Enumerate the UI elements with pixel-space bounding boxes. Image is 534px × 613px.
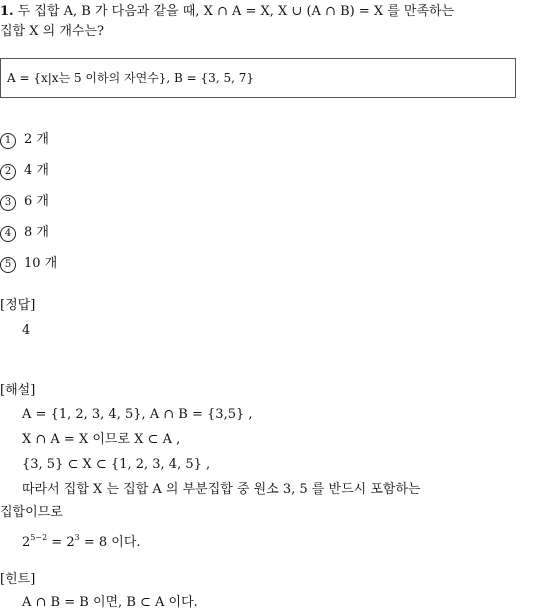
question-number: 1. (0, 4, 14, 19)
option-label-2: 4 개 (24, 163, 49, 178)
hint-heading: [힌트] (0, 572, 36, 587)
option-2[interactable] (0, 161, 49, 181)
option-5[interactable] (0, 254, 57, 274)
explanation-line-6 (22, 528, 141, 553)
answer-value: 4 (22, 323, 31, 338)
explanation-line-2: X ∩ A = X 이므로 X ⊂ A , (22, 432, 181, 447)
option-marker-5: 5 (0, 257, 16, 273)
option-marker-4: 4 (0, 226, 16, 242)
explanation-line-3: {3, 5} ⊂ X ⊂ {1, 2, 3, 4, 5} , (22, 457, 211, 472)
option-label-4: 8 개 (24, 225, 49, 240)
option-label-3: 6 개 (24, 194, 49, 209)
option-label-1: 2 개 (24, 132, 49, 147)
answer-heading: [정답] (0, 298, 36, 313)
question-text-2: 집합 X 의 개수는? (0, 24, 104, 39)
option-marker-3: 3 (0, 195, 16, 211)
condition-text: A = {x|x는 5 이하의 자연수}, B = {3, 5, 7} (7, 71, 254, 85)
option-3[interactable] (0, 192, 49, 212)
power-equals: = 2 (47, 535, 75, 550)
condition-box (0, 58, 516, 98)
explanation-line-1: A = {1, 2, 3, 4, 5}, A ∩ B = {3,5} , (22, 407, 253, 422)
option-marker-1: 1 (0, 133, 16, 149)
power-exponent-2: 3 (74, 533, 80, 542)
explanation-heading: [해설] (0, 383, 36, 398)
power-base: 2 (22, 535, 31, 550)
option-1[interactable] (0, 130, 49, 150)
option-label-5: 10 개 (24, 256, 58, 271)
option-4[interactable] (0, 223, 49, 243)
explanation-line-4: 따라서 집합 X 는 집합 A 의 부분집합 중 원소 3, 5 를 반드시 포함하는 (22, 482, 421, 497)
option-marker-2: 2 (0, 164, 16, 180)
hint-line-1: A ∩ B = B 이면, B ⊂ A 이다. (22, 595, 198, 610)
power-exponent: 5−2 (30, 533, 48, 542)
explanation-line-5: 집합이므로 (0, 505, 63, 520)
power-result: = 8 이다. (79, 535, 141, 550)
question-line-1 (0, 2, 454, 22)
question-text-1: 두 집합 A, B 가 다음과 같을 때, X ∩ A = X, X ∪ (A ∩ B) = X 를 만족하는 (17, 4, 455, 19)
